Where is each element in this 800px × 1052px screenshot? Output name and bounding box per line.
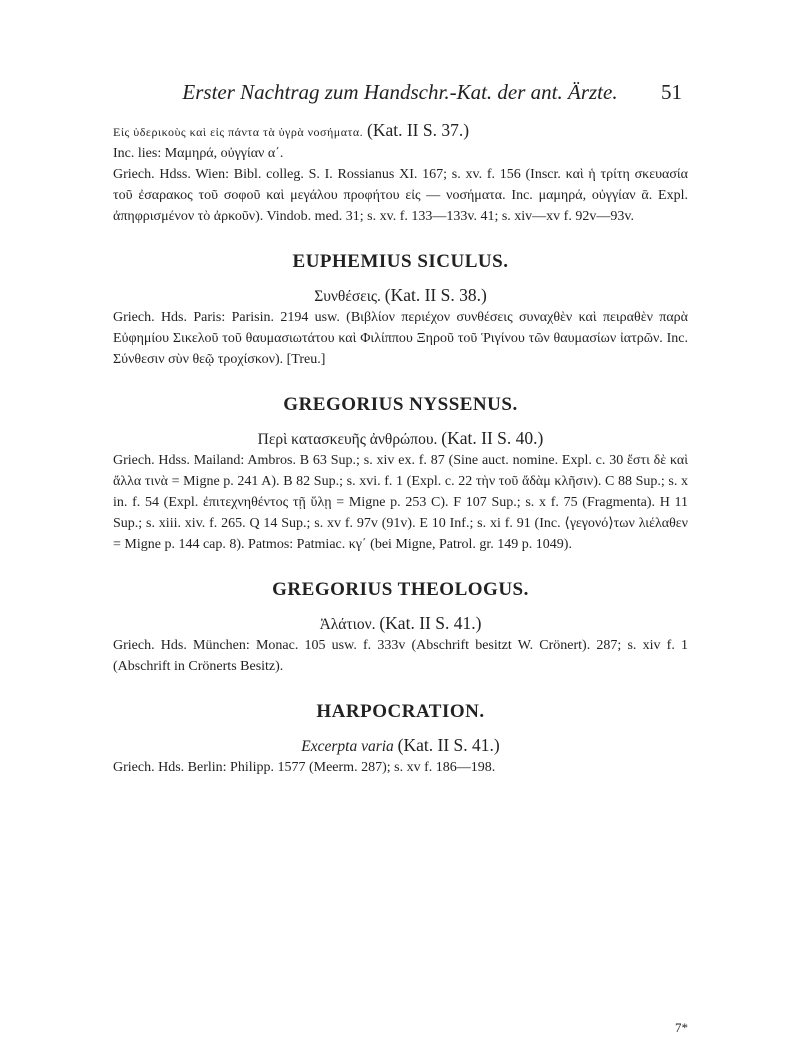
entry-heading (113, 428, 688, 450)
entry-title: Excerpta varia (301, 738, 394, 755)
catalog-reference: (Kat. II S. 37.) (367, 120, 470, 140)
running-title: Erster Nachtrag zum Handschr.-Kat. der ant. Ärzte. (182, 80, 618, 104)
author-heading: GREGORIUS THEOLOGUS. (272, 579, 529, 600)
manuscript-list: Griech. Hds. München: Monac. 105 usw. f. 333v (Abschrift besitzt W. Crönert). 287; s. xiv f. 1 (Abschrift in Crönerts Besitz). (113, 638, 688, 674)
author-heading: GREGORIUS NYSSENUS. (283, 394, 518, 415)
entry-heading (113, 613, 688, 635)
entry-heading (113, 285, 688, 307)
manuscript-list: Griech. Hdss. Mailand: Ambros. B 63 Sup.; s. xiv ex. f. 87 (Sine auct. nomine. Expl. c. 30 ἔστι δὲ καὶ ἄλλα τινὰ = Migne p. 241 A). B 82 Sup.; s. xvi. f. 1 (Expl. c. 22 τὴν τοῦ ἄδὰμ κλῆσιν). C 88 Sup.; s. x in. f. 54 (Expl. ἐπιτεχνηθέντος τῇ ὕλῃ = Migne p. 253 C). F 107 Sup.; s. x f. 75 (Fragmenta). H 11 Sup.; s. xiii. xiv. f. 265. Q 14 Sup.; s. xv f. 97v (91v). E 10 Inf.; s. xi f. 91 (Inc. ⟨γεγονό⟩των λιέλαθεν = Migne p. 144 cap. 8). Patmos: Patmiac. κγ΄ (bei Migne, Patrol. gr. 149 p. 1049). (113, 453, 688, 552)
entry-title: Περὶ κατασκευῆς ἀνθρώπου. (257, 431, 438, 448)
entry-title: Ἀλάτιον. (319, 616, 376, 633)
entry-heading (113, 735, 688, 757)
catalog-reference: (Kat. II S. 40.) (441, 428, 544, 448)
catalog-reference: (Kat. II S. 41.) (379, 613, 482, 633)
author-heading: HARPOCRATION. (316, 701, 485, 722)
author-heading: EUPHEMIUS SICULUS. (292, 251, 509, 272)
page-body (113, 120, 688, 778)
entry-title: Συνθέσεις. (314, 288, 381, 305)
signature-mark: 7* (675, 1020, 688, 1035)
manuscript-list: Griech. Hds. Paris: Parisin. 2194 usw. (Βιβλίον περιέχον συνθέσεις συναχθὲν καὶ πειραθὲν παρὰ Εὐφημίου Σικελοῦ τοῦ θαυμασιωτάτου καὶ Φιλίππου Ξηροῦ τοῦ Ῥιγίνου τῶν θαυμασίων ἰατρῶν. Inc. Σύνθεσιν σὺν θεῷ τροχίσκον). [Treu.] (113, 310, 688, 367)
page-number: 51 (661, 80, 682, 104)
catalog-reference: (Kat. II S. 38.) (384, 285, 487, 305)
manuscript-list: Griech. Hdss. Wien: Bibl. colleg. S. I. Rossianus XI. 167; s. xv. f. 156 (Inscr. καὶ ἡ τρίτη σκευασία τοῦ ἐσαρακος τοῦ σοφοῦ καὶ μεγάλου προφήτου εἰς — νοσήματα. Inc. μαμηρά, οὐγγίαν ᾱ. Expl. ἀπηφρισμένον τὸ ἀρκοῦν). Vindob. med. 31; s. xv. f. 133—133v. 41; s. xiv—xv f. 92v—93v. (113, 167, 688, 224)
running-head (0, 80, 800, 110)
catalog-reference: (Kat. II S. 41.) (397, 735, 500, 755)
manuscript-list: Griech. Hds. Berlin: Philipp. 1577 (Meerm. 287); s. xv f. 186—198. (113, 760, 496, 775)
entry-heading (113, 120, 688, 143)
incipit-line: Inc. lies: Μαμηρά, οὐγγίαν α΄. (113, 146, 284, 161)
entry-title: Εἰς ὑδερικοὺς καὶ εἰς πάντα τὰ ὑγρὰ νοσήματα. (113, 125, 364, 139)
